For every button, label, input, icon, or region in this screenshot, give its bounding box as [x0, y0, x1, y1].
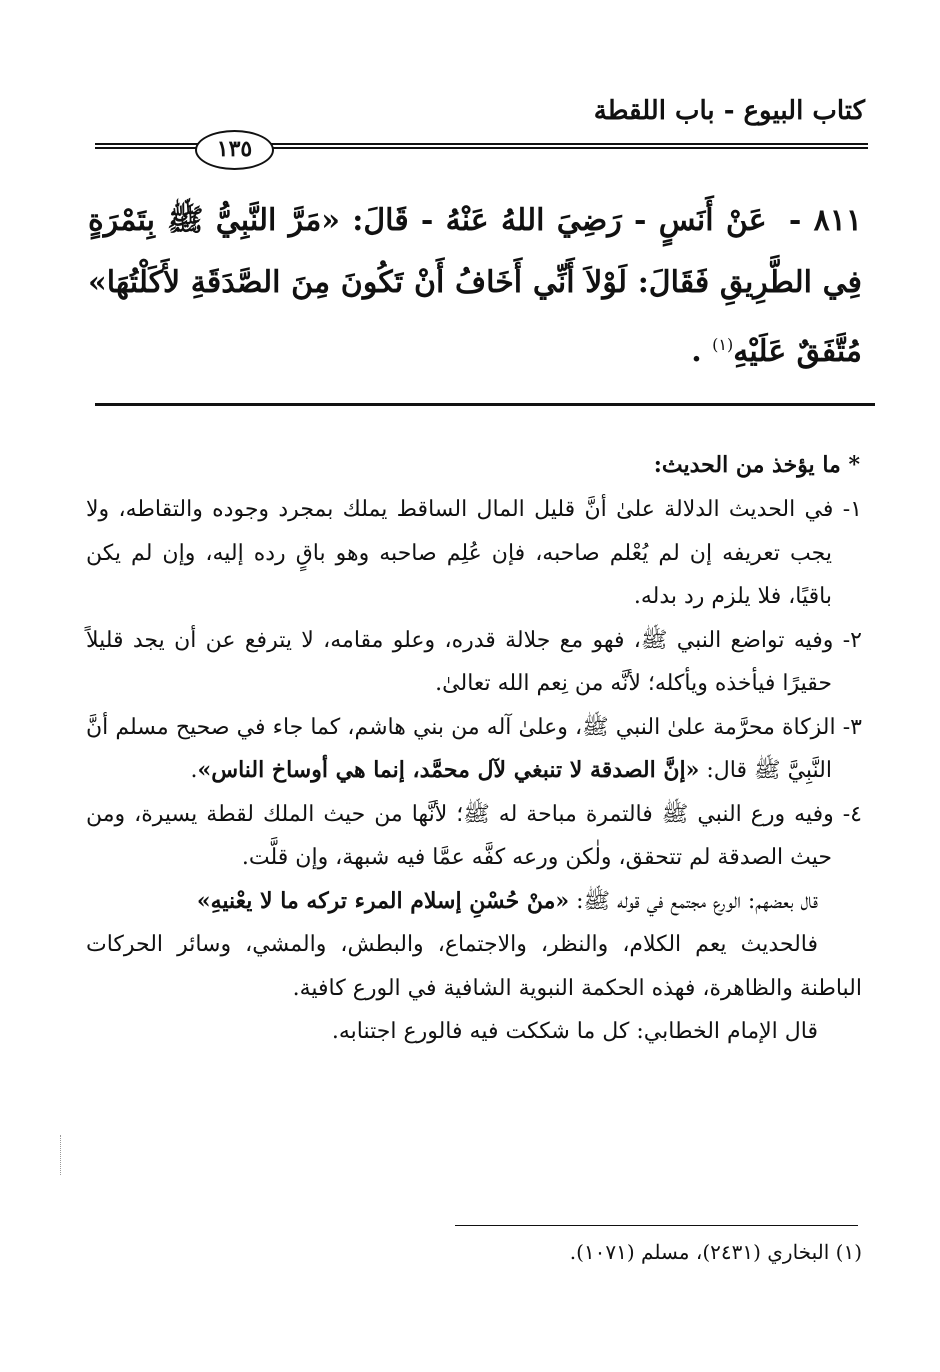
quote-paragraph [86, 880, 862, 924]
closing-paragraph: فالحديث يعم الكلام، والنظر، والاجتماع، والبطش، والمشي، وسائر الحركات الباطنة والظاهرة، فهذه الحكمة النبوية الشافية في الورع كافية. [86, 932, 862, 1001]
commentary-item-1: ١- في الحديث الدلالة علىٰ أنَّ قليل المال الساقط يملك بمجرد وجوده والتقاطه، ولا يجب تعريفه إن لم يُعْلم صاحبه، فإن عُلِم صاحبه وهو باقٍ رده إليه، وإن لم يكن باقيًا، فلا يلزم رد بدله. [86, 497, 862, 609]
section-divider [95, 403, 875, 406]
commentary-item-2: ٢- وفيه تواضع النبي ﷺ، فهو مع جلالة قدره، وعلو مقامه، لا يترفع عن أن يجد قليلاً حقيرًا فيأخذه ويأكله؛ لأنَّه من نِعم الله تعالىٰ. [86, 627, 862, 696]
running-title: كتاب البيوع - باب اللقطة [593, 96, 865, 126]
hadith-body: عَنْ أَنَسٍ - رَضِيَ اللهُ عَنْهُ - قَالَ: «مَرَّ النَّبِيُّ ﷺ بِتَمْرَةٍ فِي الطَّرِيقِ فَقَالَ: لَوْلاَ أَنِّي أَخَافُ أَنْ تَكُونَ مِنَ الصَّدَقَةِ لأَكَلْتُهَا» مُتَّفَقٌ عَلَيْهِ [88, 203, 862, 369]
khattabi-paragraph: قال الإمام الخطابي: كل ما شككت فيه فالورع اجتنابه. [331, 1019, 818, 1044]
hadith-end: . [691, 334, 702, 369]
page-number: ١٣٥ [195, 130, 274, 170]
quote-paragraph-quote: «منْ حُسْنِ إسلام المرء تركه ما لا يعْنيهِ» [196, 887, 570, 914]
commentary-item-4: ٤- وفيه ورع النبي ﷺ فالتمرة مباحة له ﷺ؛ لأنَّها من حيث الملك لقطة يسيرة، ومن حيث الصدقة لم تتحقق، ولٰكن ورعه كفَّه عمَّا فيه شبهة، وإن قلَّت. [86, 801, 862, 870]
quote-paragraph-lead: قال بعضهم: الورع مجتمع في قوله ﷺ: [569, 888, 818, 914]
commentary-body [86, 488, 862, 1054]
commentary-item-3 [86, 706, 862, 793]
commentary-item-3-quote: «إنَّ الصدقة لا تنبغي لآل محمَّد، إنما هي أوساخ الناس» [197, 757, 700, 783]
hadith-number: ٨١١ - [788, 203, 862, 238]
commentary-item-3-tail: . [190, 758, 198, 783]
header-rule-right [270, 143, 868, 149]
hadith-text-block [88, 190, 862, 383]
footnote: (١) البخاري (٢٤٣١)، مسلم (١٠٧١). [569, 1240, 862, 1264]
commentary-title: * ما يؤخذ من الحديث: [653, 452, 860, 478]
commentary-item-3-text: ٣- الزكاة محرَّمة علىٰ النبي ﷺ، وعلىٰ آله من بني هاشم، كما جاء في صحيح مسلم أنَّ النَّبِيَّ ﷺ قال: [86, 714, 862, 783]
margin-marks [60, 1135, 67, 1175]
footnote-rule [455, 1225, 858, 1226]
footnote-marker: (١) [712, 335, 734, 354]
